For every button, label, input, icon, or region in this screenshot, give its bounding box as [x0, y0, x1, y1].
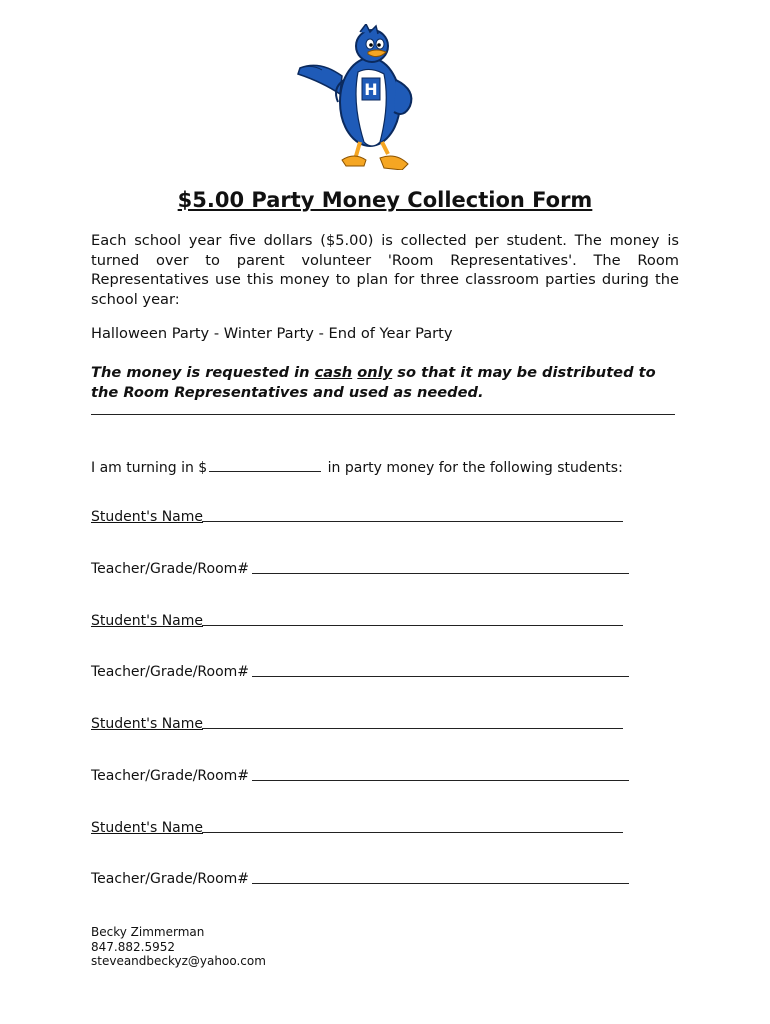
- teacher-row-1: [91, 561, 249, 577]
- student-name-row-4: [91, 820, 203, 836]
- teacher-row-4: [91, 871, 249, 887]
- amount-suffix: in party money for the following students:: [323, 460, 623, 476]
- intro-paragraph: Each school year five dollars ($5.00) is collected per student. The money is turned over to parent volunteer 'Room Representatives'. The Room Representatives use this money to plan for three classroom parties during the school year:: [91, 232, 679, 308]
- student-name-label: Student's Name: [91, 716, 204, 732]
- student-name-label: Student's Name: [91, 820, 204, 836]
- party-list: Halloween Party - Winter Party - End of Year Party: [91, 325, 453, 342]
- teacher-label: Teacher/Grade/Room#: [91, 664, 250, 680]
- teacher-field[interactable]: [252, 883, 629, 884]
- notice-text-start: The money is requested in: [91, 364, 315, 381]
- bluejay-mascot-image: [292, 24, 422, 170]
- teacher-label: Teacher/Grade/Room#: [91, 561, 250, 577]
- student-name-field[interactable]: [202, 728, 623, 729]
- teacher-label: Teacher/Grade/Room#: [91, 871, 250, 887]
- amount-statement: [91, 457, 623, 476]
- student-name-row-1: [91, 509, 203, 525]
- mascot-letter: H: [364, 80, 378, 99]
- notice-text-end: so that it may be distributed to the Room Representatives and used as needed.: [91, 364, 656, 401]
- contact-email: steveandbeckyz@yahoo.com: [91, 954, 266, 968]
- teacher-row-3: [91, 768, 249, 784]
- teacher-field[interactable]: [252, 573, 629, 574]
- student-name-label: Student's Name: [91, 613, 204, 629]
- contact-name: Becky Zimmerman: [91, 925, 205, 939]
- student-name-row-2: [91, 613, 203, 629]
- contact-phone: 847.882.5952: [91, 939, 175, 954]
- student-name-label: Student's Name: [91, 509, 204, 525]
- notice-only: only: [357, 364, 393, 381]
- notice-cash: cash: [314, 364, 353, 381]
- form-title: $5.00 Party Money Collection Form: [177, 188, 593, 212]
- section-divider: [91, 414, 675, 415]
- teacher-row-2: [91, 664, 249, 680]
- contact-info: [91, 925, 266, 969]
- student-name-field[interactable]: [202, 625, 623, 626]
- student-name-row-3: [91, 716, 203, 732]
- teacher-field[interactable]: [252, 780, 629, 781]
- cash-notice: [91, 363, 681, 402]
- teacher-label: Teacher/Grade/Room#: [91, 768, 250, 784]
- teacher-field[interactable]: [252, 676, 629, 677]
- amount-blank-field[interactable]: [209, 457, 321, 472]
- amount-prefix: I am turning in $: [91, 460, 208, 476]
- student-name-field[interactable]: [202, 832, 623, 833]
- student-name-field[interactable]: [202, 521, 623, 522]
